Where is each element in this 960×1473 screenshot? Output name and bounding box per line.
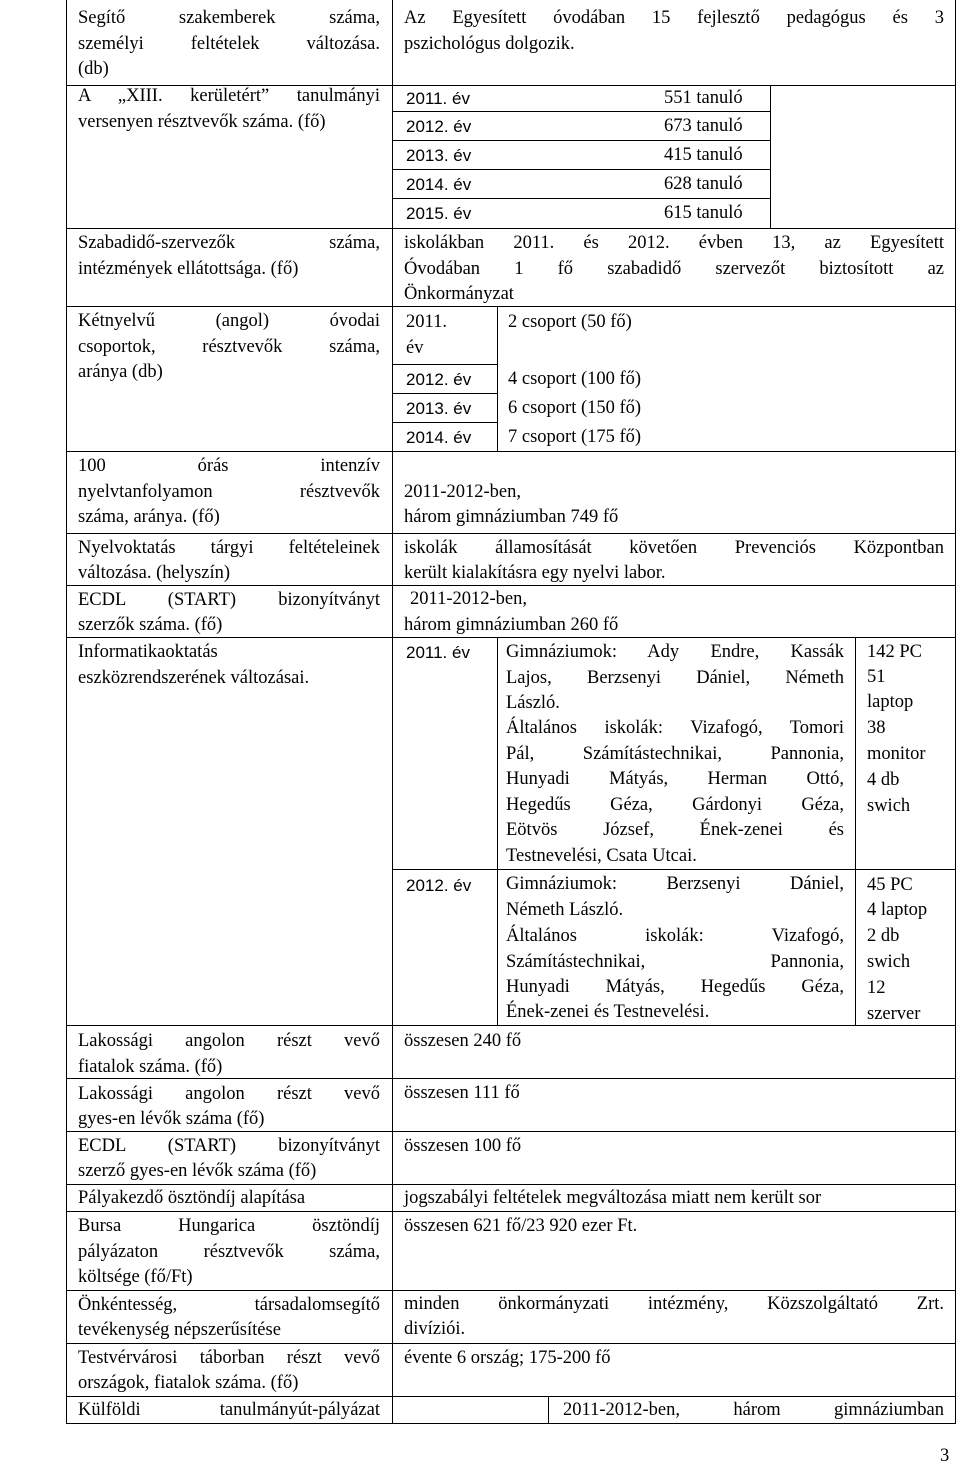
value-row-13: összesen 621 fő/23 920 ezer Ft. [404, 1216, 638, 1236]
value-row-14: minden önkormányzati intézmény, Közszolgáltató Zrt. [404, 1294, 944, 1314]
it-schools-2011-d: Általános iskolák: Vizafogó, Tomori Pál, Számítástechnikai, Pannonia, Hunyadi Mátyás, Herman Ottó, Hegedűs Géza, Gárdonyi Géza, Eötvös József, Ének-zenei és [506, 718, 844, 840]
label-row-11: ECDL (START) bizonyítványt [78, 1136, 380, 1156]
subtable-line [548, 1396, 549, 1424]
value-2011: 551 tanuló [664, 88, 743, 108]
subtable-line [393, 422, 497, 423]
value-2015: 615 tanuló [664, 203, 743, 223]
it-equip-2012-5: 12 [867, 978, 886, 998]
it-equip-2012-2: 4 laptop [867, 900, 928, 920]
value-2013: 415 tanuló [664, 145, 743, 165]
value-row-12: jogszabályi feltételek megváltozása miatt nem került sor [404, 1188, 822, 1208]
it-schools-2012-d: Ének-zenei és Testnevelési. [506, 1002, 710, 1022]
value-row-1b: pszichológus dolgozik. [404, 34, 575, 54]
value-row-10: összesen 111 fő [404, 1083, 520, 1103]
label-row-8b: eszközrendszerének változásai. [78, 668, 310, 688]
label-row-4c: aránya (db) [78, 362, 163, 382]
it-equip-2012-4: swich [867, 952, 911, 972]
label-row-9b: fiatalok száma. (fő) [78, 1057, 223, 1077]
label-row-15: Testvérvárosi táborban részt vevő [78, 1348, 380, 1368]
row-divider [66, 451, 956, 452]
label-row-15b: országok, fiatalok száma. (fő) [78, 1373, 299, 1393]
subtable-line [393, 140, 771, 141]
label-row-5c: száma, aránya. (fő) [78, 507, 220, 527]
label-row-14: Önkéntesség, társadalomsegítő [78, 1295, 380, 1315]
subtable-line [497, 306, 498, 452]
value-row-16: 2011-2012-ben, három gimnáziumban [563, 1400, 944, 1420]
label-row-3: Szabadidő-szervezők száma, [78, 233, 380, 253]
label-row-3b: intézmények ellátottsága. (fő) [78, 259, 299, 279]
group-year-2011: 2011. [406, 312, 447, 332]
it-schools-2012: Gimnáziumok: Berzsenyi Dániel, [506, 874, 844, 894]
label-row-9: Lakossági angolon részt vevő [78, 1031, 380, 1051]
it-equip-2012-6: szerver [867, 1004, 921, 1024]
label-row-1: Segítő szakemberek száma, személyi feltételek változása. [78, 8, 380, 54]
label-row-7b: szerzők száma. (fő) [78, 615, 223, 635]
value-row-11: összesen 100 fő [404, 1136, 522, 1156]
label-row-14b: tevékenység népszerűsítése [78, 1320, 281, 1340]
group-year-2013: 2013. év [406, 399, 472, 418]
value-2014: 628 tanuló [664, 174, 743, 194]
it-equip-2011-6: 4 db [867, 770, 900, 790]
value-row-3c: Önkormányzat [404, 284, 514, 304]
subtable-line [393, 364, 497, 365]
value-row-6b: került kialakításra egy nyelvi labor. [404, 563, 666, 583]
it-schools-2012-b: Németh László. [506, 900, 624, 920]
row-divider [66, 228, 956, 229]
label-row-7: ECDL (START) bizonyítványt [78, 590, 380, 610]
year-2015: 2015. év [406, 204, 472, 223]
it-schools-2011-c: László. [506, 693, 560, 713]
subtable-line [393, 393, 497, 394]
label-row-6b: változása. (helyszín) [78, 563, 231, 583]
year-2011: 2011. év [406, 89, 470, 108]
value-row-5: 2011-2012-ben, [404, 482, 521, 502]
group-year-2011-b: év [406, 338, 424, 358]
label-row-2b: versenyen résztvevők száma. (fő) [78, 112, 326, 132]
it-equip-2012-1: 45 PC [867, 875, 913, 895]
group-year-2012: 2012. év [406, 370, 472, 389]
it-equip-2011-3: laptop [867, 692, 914, 712]
it-equip-2011-7: swich [867, 796, 911, 816]
label-row-6: Nyelvoktatás tárgyi feltételeinek [78, 538, 380, 558]
it-equip-2012-3: 2 db [867, 926, 900, 946]
group-value-2014: 7 csoport (175 fő) [508, 427, 642, 447]
value-row-15: évente 6 ország; 175-200 fő [404, 1348, 611, 1368]
label-row-5: 100 órás intenzív nyelvtanfolyamon résztvevők [78, 456, 380, 502]
it-equip-2011-2: 51 [867, 667, 886, 687]
it-schools-2012-c: Általános iskolák: Vizafogó, Számítástechnikai, Pannonia, Hunyadi Mátyás, Hegedűs Géza, [506, 926, 844, 997]
it-year-2011: 2011. év [406, 643, 470, 662]
label-row-13: Bursa Hungarica ösztöndíj pályázaton résztvevők száma, [78, 1216, 380, 1262]
it-equip-2011-4: 38 [867, 718, 886, 738]
value-row-7b: három gimnáziumban 260 fő [404, 615, 619, 635]
label-row-1-unit: (db) [78, 59, 109, 79]
label-row-10: Lakossági angolon részt vevő [78, 1084, 380, 1104]
subtable-line [855, 637, 856, 1026]
label-row-11b: szerző gyes-en lévők száma (fő) [78, 1161, 317, 1181]
row-divider [66, 533, 956, 534]
value-row-9: összesen 240 fő [404, 1031, 522, 1051]
page-number: 3 [940, 1446, 950, 1466]
group-value-2012: 4 csoport (100 fő) [508, 369, 642, 389]
label-row-10b: gyes-en lévők száma (fő) [78, 1109, 265, 1129]
value-row-7: 2011-2012-ben, [410, 589, 527, 609]
value-row-6: iskolák államosítását követően Prevenciós Központban [404, 538, 944, 558]
it-schools-2011: Gimnáziumok: Ady Endre, Kassák Lajos, Berzsenyi Dániel, Németh [506, 642, 844, 688]
it-year-2012: 2012. év [406, 876, 472, 895]
label-row-12: Pályakezdő ösztöndíj alapítása [78, 1188, 306, 1208]
value-row-1: Az Egyesített óvodában 15 fejlesztő pedagógus és 3 [404, 8, 944, 28]
year-2013: 2013. év [406, 146, 472, 165]
group-value-2011: 2 csoport (50 fő) [508, 312, 632, 332]
value-2012: 673 tanuló [664, 116, 743, 136]
it-equip-2011-1: 142 PC [867, 642, 923, 662]
value-row-5b: három gimnáziumban 749 fő [404, 507, 619, 527]
label-row-13c: költsége (fő/Ft) [78, 1267, 193, 1287]
label-row-4: Kétnyelvű (angol) óvodai csoportok, résztvevők száma, [78, 311, 380, 357]
subtable-line [393, 198, 771, 199]
label-row-16: Külföldi tanulmányút-pályázat [78, 1400, 380, 1420]
group-value-2013: 6 csoport (150 fő) [508, 398, 642, 418]
label-row-8: Informatikaoktatás [78, 642, 218, 662]
subtable-line [393, 169, 771, 170]
label-row-2: A „XIII. kerületért” tanulmányi [78, 86, 380, 106]
group-year-2014: 2014. év [406, 428, 472, 447]
subtable-line [770, 85, 771, 229]
value-row-14b: divíziói. [404, 1319, 466, 1339]
year-2012: 2012. év [406, 117, 472, 136]
year-2014: 2014. év [406, 175, 472, 194]
row-divider [66, 1290, 956, 1291]
it-schools-2011-e: Testnevelési, Csata Utcai. [506, 846, 697, 866]
subtable-line [497, 637, 498, 1026]
value-row-3: iskolákban 2011. és 2012. évben 13, az Egyesített Óvodában 1 fő szabadidő szervezőt biztosított az [404, 233, 944, 279]
it-equip-2011-5: monitor [867, 744, 926, 764]
